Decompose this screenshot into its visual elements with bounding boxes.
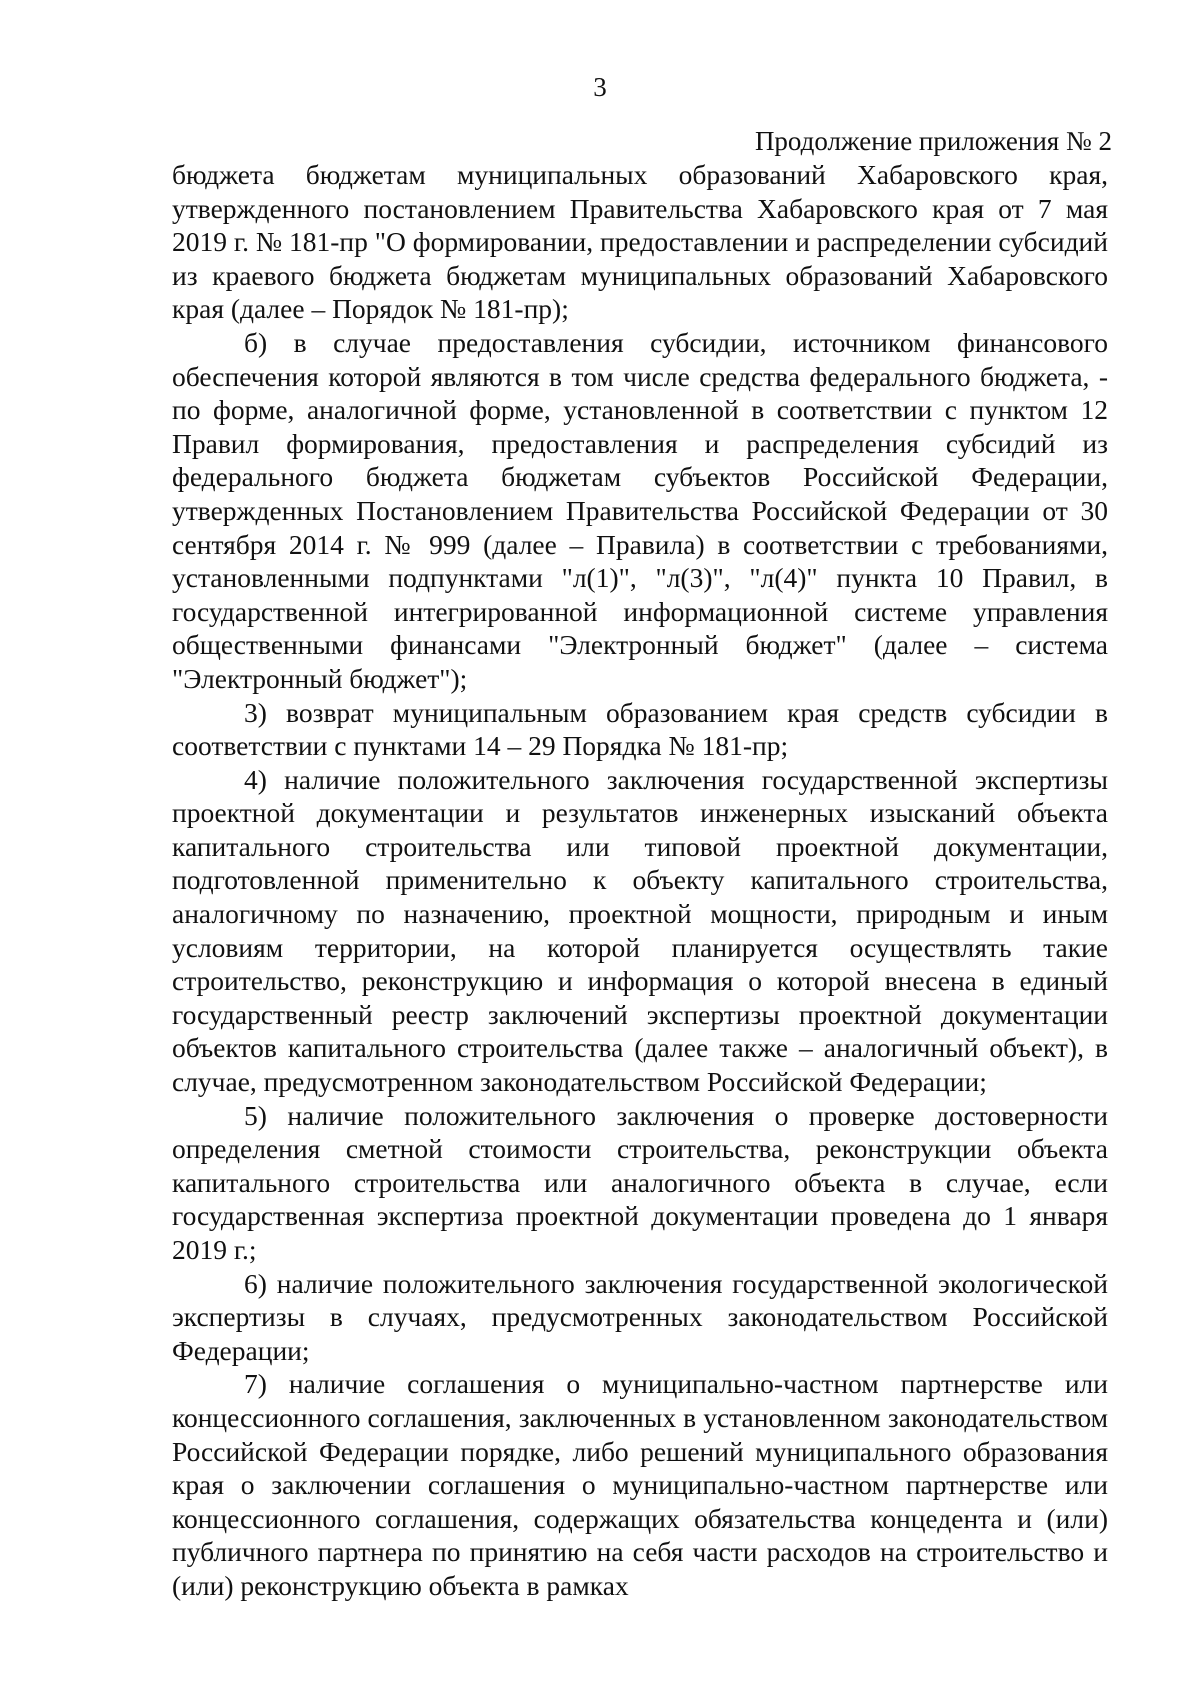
paragraph-b-federal-budget: б) в случае предоставления субсидии, источником финансового обеспечения которой являются в том числе средства федерального бюджета, - по форме, аналогичной форме, установленной в соответствии с пунктом 12 Правил формирования, предоставления и распределения субсидий из федерального бюджета бюджетам субъектов Российской Федерации, утвержденных Постановлением Правительства Российской Федерации от 30 сентября 2014 г. № 999 (далее – Правила) в соответствии с требованиями, установленными подпунктами "л(1)", "л(3)", "л(4)" пункта 10 Правил, в государственной интегрированной информационной системе управления общественными финансами "Электронный бюджет" (далее – система "Электронный бюджет"); <box>172 326 1108 694</box>
paragraph-continuation: бюджета бюджетам муниципальных образований Хабаровского края, утвержденного постановлением Правительства Хабаровского края от 7 мая 2019 г. № 181-пр "О формировании, предоставлении и распределении субсидий из краевого бюджета бюджетам муниципальных образований Хабаровского края (далее – Порядок № 181-пр); <box>172 159 1108 325</box>
appendix-continuation-label: Продолжение приложения № 2 <box>754 126 1112 156</box>
paragraph-7-partnership-agreement: 7) наличие соглашения о муниципально-частном партнерстве или концессионного соглашения, заключенных в установленном законодательством Российской Федерации порядке, либо решений муниципального образования края о заключении соглашения о муниципально-частном партнерстве или концессионного соглашения, содержащих обязательства концедента и (или) публичного партнера по принятию на себя части расходов на строительство и (или) реконструкцию объекта в рамках <box>172 1368 1108 1601</box>
paragraph-5-estimate-verification: 5) наличие положительного заключения о проверке достоверности определения сметной стоимости строительства, реконструкции объекта капитального строительства или аналогичного объекта в случае, если государственная экспертиза проектной документации проведена до 1 января 2019 г.; <box>172 1099 1108 1265</box>
paragraph-6-ecological-expertise: 6) наличие положительного заключения государственной экологической экспертизы в случаях, предусмотренных законодательством Российской Федерации; <box>172 1267 1108 1366</box>
document-body <box>172 158 1108 1603</box>
page-number: 3 <box>593 72 607 102</box>
paragraph-4-state-expertise: 4) наличие положительного заключения государственной экспертизы проектной документации и результатов инженерных изысканий объекта капитального строительства или типовой проектной документации, подготовленной применительно к объекту капитального строительства, аналогичному по назначению, проектной мощности, природным и иным условиям территории, на которой планируется осуществлять такие строительство, реконструкцию и информация о которой внесена в единый государственный реестр заключений экспертизы проектной документации объектов капитального строительства (далее также – аналогичный объект), в случае, предусмотренном законодательством Российской Федерации; <box>172 763 1108 1098</box>
paragraph-3-refund: 3) возврат муниципальным образованием края средств субсидии в соответствии с пунктами 14 – 29 Порядка № 181-пр; <box>172 696 1108 762</box>
